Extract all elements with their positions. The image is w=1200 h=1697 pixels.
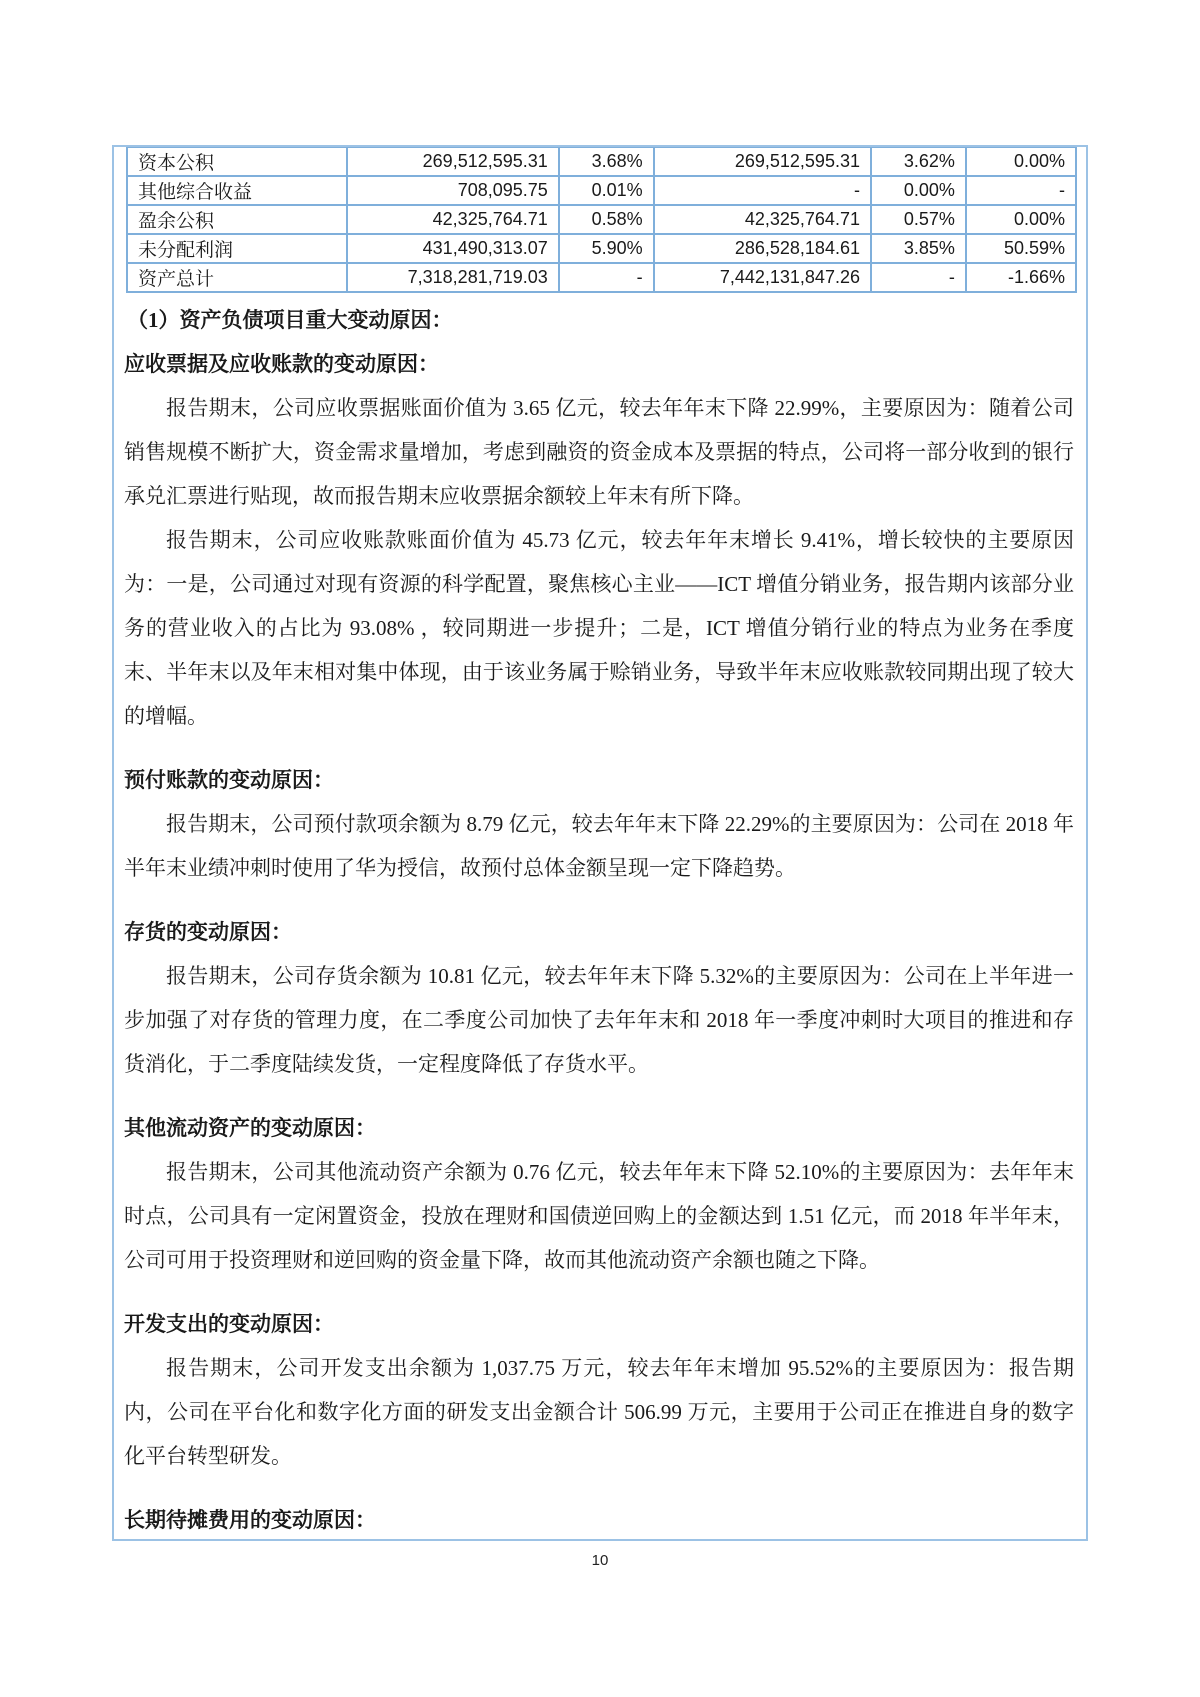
subsection-title: 其他流动资产的变动原因： — [124, 1116, 376, 1140]
paragraph: 报告期末，公司其他流动资产余额为 0.76 亿元，较去年年末下降 52.10%的主要原因为：去年年末时点，公司具有一定闲置资金，投放在理财和国债逆回购上的金额达到 1.51 亿元，而 2018 年半年末，公司可用于投资理财和逆回购的资金量下降，故而其他流动资产余额也随之下降。 — [124, 1160, 1074, 1272]
cell-pct-current: 0.58% — [559, 205, 654, 234]
cell-pct-prior: 3.85% — [871, 234, 966, 263]
subsection-title: 预付账款的变动原因： — [124, 768, 334, 792]
subsection-receivables — [124, 342, 1074, 738]
table-row — [127, 147, 1076, 176]
subsection-title: 开发支出的变动原因： — [124, 1312, 334, 1336]
cell-pct-current: 3.68% — [559, 147, 654, 176]
cell-amount-prior: - — [654, 176, 871, 205]
section-heading: （1）资产负债项目重大变动原因： — [127, 308, 453, 332]
cell-change: 50.59% — [966, 234, 1076, 263]
cell-pct-current: 5.90% — [559, 234, 654, 263]
cell-amount-prior: 42,325,764.71 — [654, 205, 871, 234]
cell-amount-prior: 269,512,595.31 — [654, 147, 871, 176]
cell-amount-prior: 286,528,184.61 — [654, 234, 871, 263]
subsection-other-current-assets — [124, 1106, 1074, 1282]
cell-amount-current: 431,490,313.07 — [347, 234, 559, 263]
cell-change: 0.00% — [966, 147, 1076, 176]
subsection-inventory — [124, 910, 1074, 1086]
cell-pct-current: 0.01% — [559, 176, 654, 205]
page-number: 10 — [591, 1552, 609, 1569]
cell-change: 0.00% — [966, 205, 1076, 234]
table-row — [127, 205, 1076, 234]
cell-amount-current: 7,318,281,719.03 — [347, 263, 559, 292]
paragraph: 报告期末，公司应收票据账面价值为 3.65 亿元，较去年年末下降 22.99%，主要原因为：随着公司销售规模不断扩大，资金需求量增加，考虑到融资的资金成本及票据的特点，公司将一部分收到的银行承兑汇票进行贴现，故而报告期末应收票据余额较上年末有所下降。 — [124, 396, 1074, 508]
cell-amount-current: 708,095.75 — [347, 176, 559, 205]
balance-sheet-items-table — [126, 146, 1077, 293]
cell-label: 盈余公积 — [127, 205, 347, 234]
subsection-title: 存货的变动原因： — [124, 920, 292, 944]
cell-label: 资本公积 — [127, 147, 347, 176]
subsection-prepayments — [124, 758, 1074, 890]
paragraph: 报告期末，公司应收账款账面价值为 45.73 亿元，较去年年末增长 9.41%，增长较快的主要原因为：一是，公司通过对现有资源的科学配置，聚焦核心主业——ICT 增值分销业务，报告期内该部分业务的营业收入的占比为 93.08% ，较同期进一步提升；二是，ICT 增值分销行业的特点为业务在季度末、半年末以及年末相对集中体现，由于该业务属于赊销业务，导致半年末应收账款较同期出现了较大的增幅。 — [124, 528, 1074, 728]
body-text-area — [114, 298, 1086, 1541]
table-row — [127, 263, 1076, 292]
cell-amount-prior: 7,442,131,847.26 — [654, 263, 871, 292]
table-row — [127, 176, 1076, 205]
subsection-title: 应收票据及应收账款的变动原因： — [124, 352, 439, 376]
content-border-box — [112, 145, 1088, 1541]
cell-label: 资产总计 — [127, 263, 347, 292]
cell-pct-prior: - — [871, 263, 966, 292]
subsection-development-expenditure — [124, 1302, 1074, 1478]
cell-amount-current: 42,325,764.71 — [347, 205, 559, 234]
paragraph: 报告期末，公司预付款项余额为 8.79 亿元，较去年年末下降 22.29%的主要原因为：公司在 2018 年半年末业绩冲刺时使用了华为授信，故预付总体金额呈现一定下降趋势。 — [124, 812, 1074, 880]
cell-label: 其他综合收益 — [127, 176, 347, 205]
cell-label: 未分配利润 — [127, 234, 347, 263]
cell-change: -1.66% — [966, 263, 1076, 292]
paragraph: 报告期末，公司开发支出余额为 1,037.75 万元，较去年年末增加 95.52%的主要原因为：报告期内，公司在平台化和数字化方面的研发支出金额合计 506.99 万元，主要用于公司正在推进自身的数字化平台转型研发。 — [124, 1356, 1074, 1468]
paragraph: 报告期末，公司存货余额为 10.81 亿元，较去年年末下降 5.32%的主要原因为：公司在上半年进一步加强了对存货的管理力度，在二季度公司加快了去年年末和 2018 年一季度冲刺时大项目的推进和存货消化，于二季度陆续发货，一定程度降低了存货水平。 — [124, 964, 1074, 1076]
subsection-long-term-deferred-expenses — [124, 1498, 1074, 1541]
table-row — [127, 234, 1076, 263]
cell-pct-prior: 3.62% — [871, 147, 966, 176]
cell-pct-prior: 0.00% — [871, 176, 966, 205]
cell-pct-prior: 0.57% — [871, 205, 966, 234]
cell-change: - — [966, 176, 1076, 205]
subsection-title: 长期待摊费用的变动原因： — [124, 1508, 376, 1532]
cell-amount-current: 269,512,595.31 — [347, 147, 559, 176]
cell-pct-current: - — [559, 263, 654, 292]
